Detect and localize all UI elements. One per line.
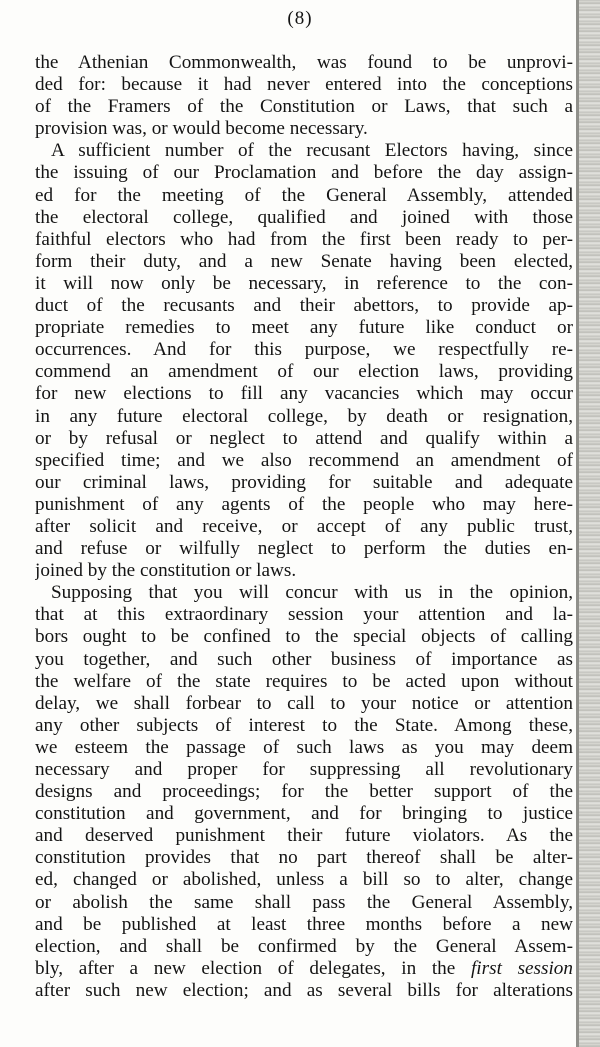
text-line: ed for the meeting of the General Assembly, attended (35, 184, 573, 206)
page-edge-binding (576, 0, 600, 1047)
text-line: commend an amendment of our election laws, providing (35, 361, 573, 383)
text-line: that at this extraordinary session your attention and la- (35, 604, 573, 626)
text-line: constitution and government, and for bringing to justice (35, 803, 573, 825)
text-line: you together, and such other business of importance as (35, 648, 573, 670)
paragraph-1 (35, 52, 573, 140)
text-line: or abolish the same shall pass the General Assembly, (35, 891, 573, 913)
text-line-start: bly, after a new election of delegates, in the (35, 957, 456, 979)
text-line-with-italic (35, 958, 573, 980)
text-line: duct of the recusants and their abettors, to provide ap- (35, 295, 573, 317)
text-line: Supposing that you will concur with us in the opinion, (51, 582, 573, 604)
page-number: (8) (287, 8, 313, 29)
text-line: ded for: because it had never entered into the conceptions (35, 74, 573, 96)
text-line: form their duty, and a new Senate having been elected, (35, 250, 573, 272)
text-line: provision was, or would become necessary. (35, 118, 368, 140)
text-line: joined by the constitution or laws. (35, 560, 297, 582)
text-line: in any future electoral college, by death or resignation, (35, 405, 573, 427)
text-line: A sufficient number of the recusant Electors having, since (51, 140, 573, 162)
text-line: delay, we shall forbear to call to your notice or attention (35, 692, 573, 714)
text-line: and deserved punishment their future violators. As the (35, 825, 573, 847)
text-line: bors ought to be confined to the special objects of calling (35, 626, 573, 648)
text-line: it will now only be necessary, in reference to the con- (35, 272, 573, 294)
text-line: the issuing of our Proclamation and before the day assign- (35, 162, 573, 184)
text-line: and be published at least three months before a new (35, 913, 573, 935)
italic-phrase: first session (470, 957, 573, 979)
paragraph-3 (35, 582, 573, 1002)
text-line: occurrences. And for this purpose, we respectfully re- (35, 339, 573, 361)
text-line: for new elections to fill any vacancies which may occur (35, 383, 573, 405)
text-line: of the Framers of the Constitution or Laws, that such a (35, 96, 573, 118)
body-text (35, 52, 573, 1002)
text-line: the electoral college, qualified and joined with those (35, 206, 573, 228)
text-line: the welfare of the state requires to be acted upon without (35, 670, 573, 692)
text-line: necessary and proper for suppressing all revolutionary (35, 759, 573, 780)
text-line: any other subjects of interest to the State. Among these, (35, 714, 573, 736)
text-line: specified time; and we also recommend an amendment of (35, 449, 573, 471)
text-line: or by refusal or neglect to attend and qualify within a (35, 427, 573, 449)
text-line: our criminal laws, providing for suitable and adequate (35, 471, 573, 493)
text-line: ed, changed or abolished, unless a bill so to alter, change (35, 869, 573, 891)
text-line: propriate remedies to meet any future like conduct or (35, 317, 573, 339)
text-line: after solicit and receive, or accept of any public trust, (35, 515, 573, 537)
text-line: punishment of any agents of the people who may here- (35, 493, 573, 515)
text-line: the Athenian Commonwealth, was found to be unprovi- (35, 52, 573, 73)
text-line: faithful electors who had from the first been ready to per- (35, 228, 573, 250)
paragraph-2 (35, 140, 573, 582)
text-line: after such new election; and as several bills for alterations (35, 979, 573, 1001)
text-line: constitution provides that no part thereof shall be alter- (35, 847, 573, 869)
text-line: election, and shall be confirmed by the General Assem- (35, 935, 573, 957)
text-line: designs and proceedings; for the better support of the (35, 781, 573, 803)
text-line: and refuse or wilfully neglect to perform the duties en- (35, 538, 573, 560)
text-line: we esteem the passage of such laws as you may deem (35, 736, 573, 758)
